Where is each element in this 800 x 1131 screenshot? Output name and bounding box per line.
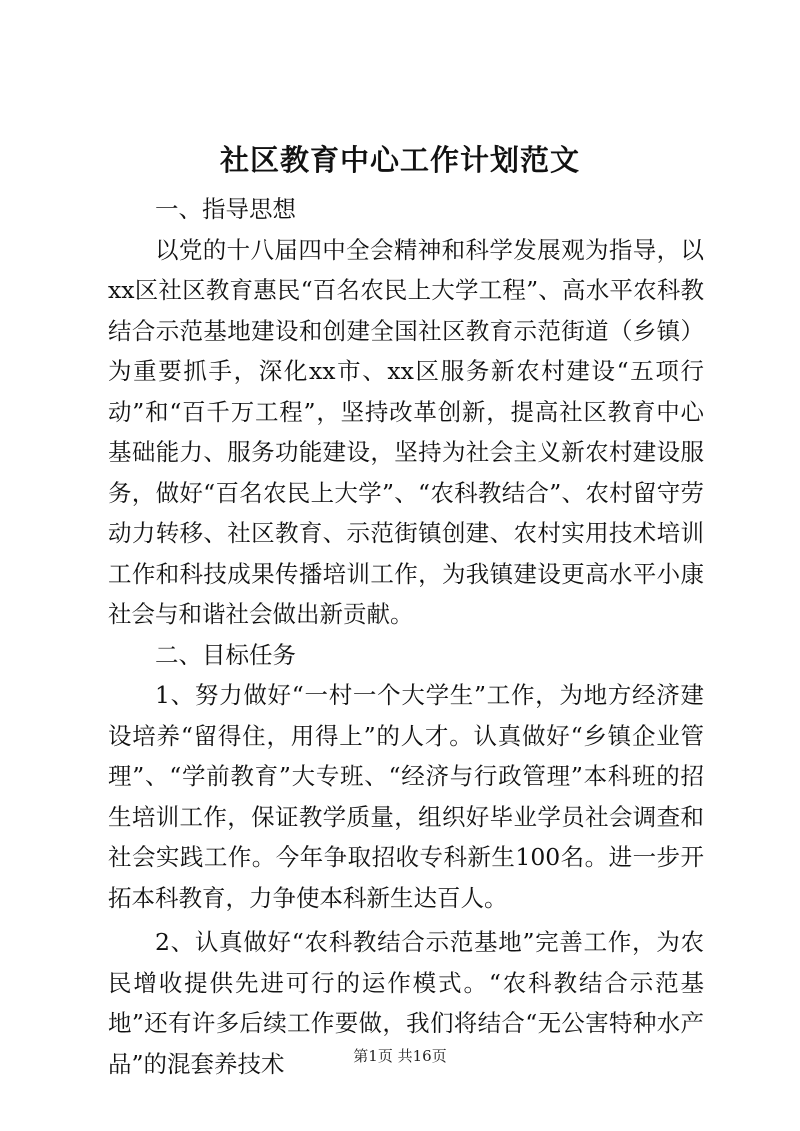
document-title: 社区教育中心工作计划范文 [219, 143, 580, 177]
paragraph-task-2: 2、认真做好“农科教结合示范基地”完善工作，为农民增收提供先进可行的运作模式。“农科教结合示范基地”还有许多后续工作要做，我们将结合“无公害特种水产品”的混套养技术 [108, 928, 704, 1078]
section-heading-goals-tasks: 二、目标任务 [155, 640, 296, 669]
page-footer: 第1页 共16页 [353, 1047, 447, 1065]
paragraph-guiding-ideology: 以党的十八届四中全会精神和科学发展观为指导，以xx区社区教育惠民“百名农民上大学工程”、高水平农科教结合示范基地建设和创建全国社区教育示范街道（乡镇）为重要抓手，深化xx市、xx区服务新农村建设“五项行动”和“百千万工程”，坚持改革创新，提高社区教育中心基础能力、服务功能建设，坚持为社会主义新农村建设服务，做好“百名农民上大学”、“农科教结合”、农村留守劳动力转移、社区教育、示范街镇创建、农村实用技术培训工作和科技成果传播培训工作，为我镇建设更高水平小康社会与和谐社会做出新贡献。 [108, 235, 704, 628]
section-heading-guiding-ideology: 一、指导思想 [155, 195, 296, 223]
document-body [108, 189, 704, 1084]
paragraph-task-1: 1、努力做好“一村一个大学生”工作，为地方经济建设培养“留得住，用得上”的人才。认真做好“乡镇企业管理”、“学前教育”大专班、“经济与行政管理”本科班的招生培训工作，保证教学质量，组织好毕业学员社会调查和社会实践工作。今年争取招收专科新生100名。进一步开拓本科教育，力争使本科新生达百人。 [108, 681, 704, 912]
